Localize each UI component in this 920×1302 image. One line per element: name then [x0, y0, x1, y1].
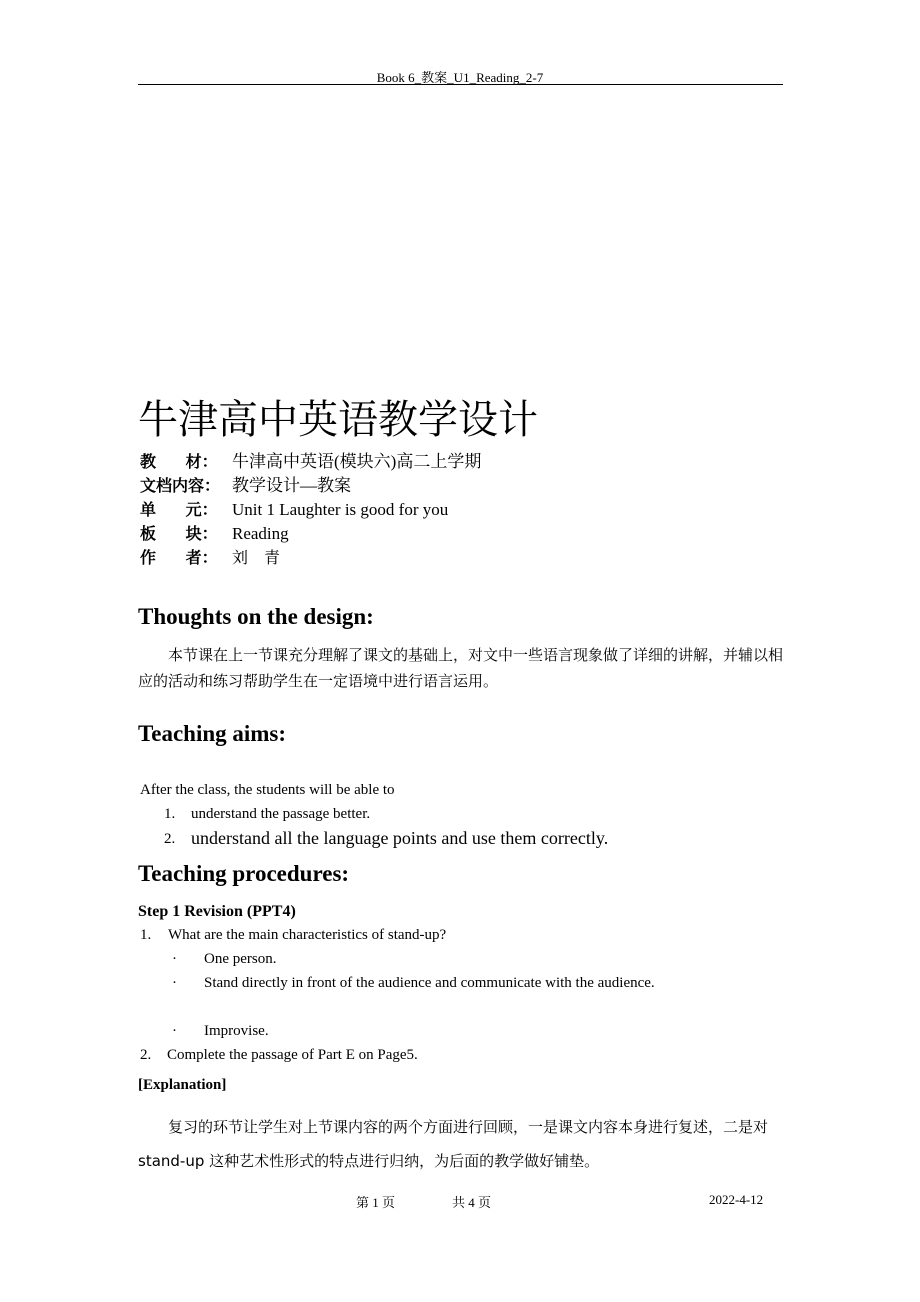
- aims-heading: Teaching aims:: [138, 721, 287, 746]
- meta-value: 牛津高中英语(模块六)高二上学期: [232, 452, 482, 471]
- bullet-dot: ·: [172, 975, 177, 991]
- meta-row-textbook: [140, 450, 481, 474]
- footer-page-number: 第 1 页: [356, 1195, 396, 1210]
- aims-item-number: 1.: [164, 806, 176, 822]
- document-title: 牛津高中英语教学设计: [138, 397, 538, 443]
- footer-page-total: 共 4 页: [452, 1195, 492, 1210]
- meta-label: 教 材：: [140, 452, 218, 471]
- meta-label: 板 块：: [140, 524, 218, 543]
- step1-heading: Step 1 Revision (PPT4): [138, 903, 296, 920]
- step1-question-text: Complete the passage of Part E on Page5.: [167, 1047, 418, 1063]
- meta-label: 单 元：: [140, 500, 218, 519]
- thoughts-body: 本节课在上一节课充分理解了课文的基础上，对文中一些语言现象做了详细的讲解，并辅以相应的活动和练习帮助学生在一定语境中进行语言运用。: [138, 646, 784, 690]
- meta-value: 教学设计—教案: [232, 476, 351, 495]
- bullet-text: Improvise.: [204, 1023, 269, 1039]
- procedures-heading: Teaching procedures:: [138, 861, 350, 886]
- thoughts-heading: Thoughts on the design:: [138, 604, 374, 629]
- explanation-body: 复习的环节让学生对上节课内容的两个方面进行回顾，一是课文内容本身进行复述，二是对 stand-up 这种艺术性形式的特点进行归纳，为后面的教学做好铺垫。: [138, 1118, 769, 1170]
- meta-label: 文档内容：: [140, 476, 221, 495]
- step1-question-number: 2.: [140, 1047, 152, 1063]
- bullet-text: Stand directly in front of the audience and communicate with the audience.: [204, 975, 655, 991]
- aims-item-number: 2.: [164, 831, 176, 847]
- header-rule: [138, 84, 783, 85]
- aims-intro: After the class, the students will be able to: [140, 782, 395, 798]
- meta-row-content: [140, 474, 351, 498]
- meta-value: Unit 1 Laughter is good for you: [232, 500, 449, 519]
- meta-row-section: [140, 522, 289, 546]
- meta-row-unit: [140, 498, 448, 522]
- meta-label: 作 者：: [140, 548, 218, 567]
- aims-item-text: understand the passage better.: [191, 806, 371, 822]
- bullet-text: One person.: [204, 951, 277, 967]
- meta-row-author: [140, 546, 280, 570]
- meta-value: 刘 青: [232, 548, 281, 567]
- page-header: Book 6_教案_U1_Reading_2-7: [376, 70, 544, 85]
- footer-date: 2022-4-12: [709, 1192, 764, 1207]
- explanation-label: [Explanation]: [138, 1077, 227, 1093]
- meta-value: Reading: [232, 524, 289, 543]
- bullet-dot: ·: [172, 1023, 177, 1039]
- aims-item-text: understand all the language points and use them correctly.: [191, 828, 609, 848]
- step1-question-number: 1.: [140, 927, 152, 943]
- step1-question-text: What are the main characteristics of stand-up?: [168, 927, 447, 943]
- bullet-dot: ·: [172, 951, 177, 967]
